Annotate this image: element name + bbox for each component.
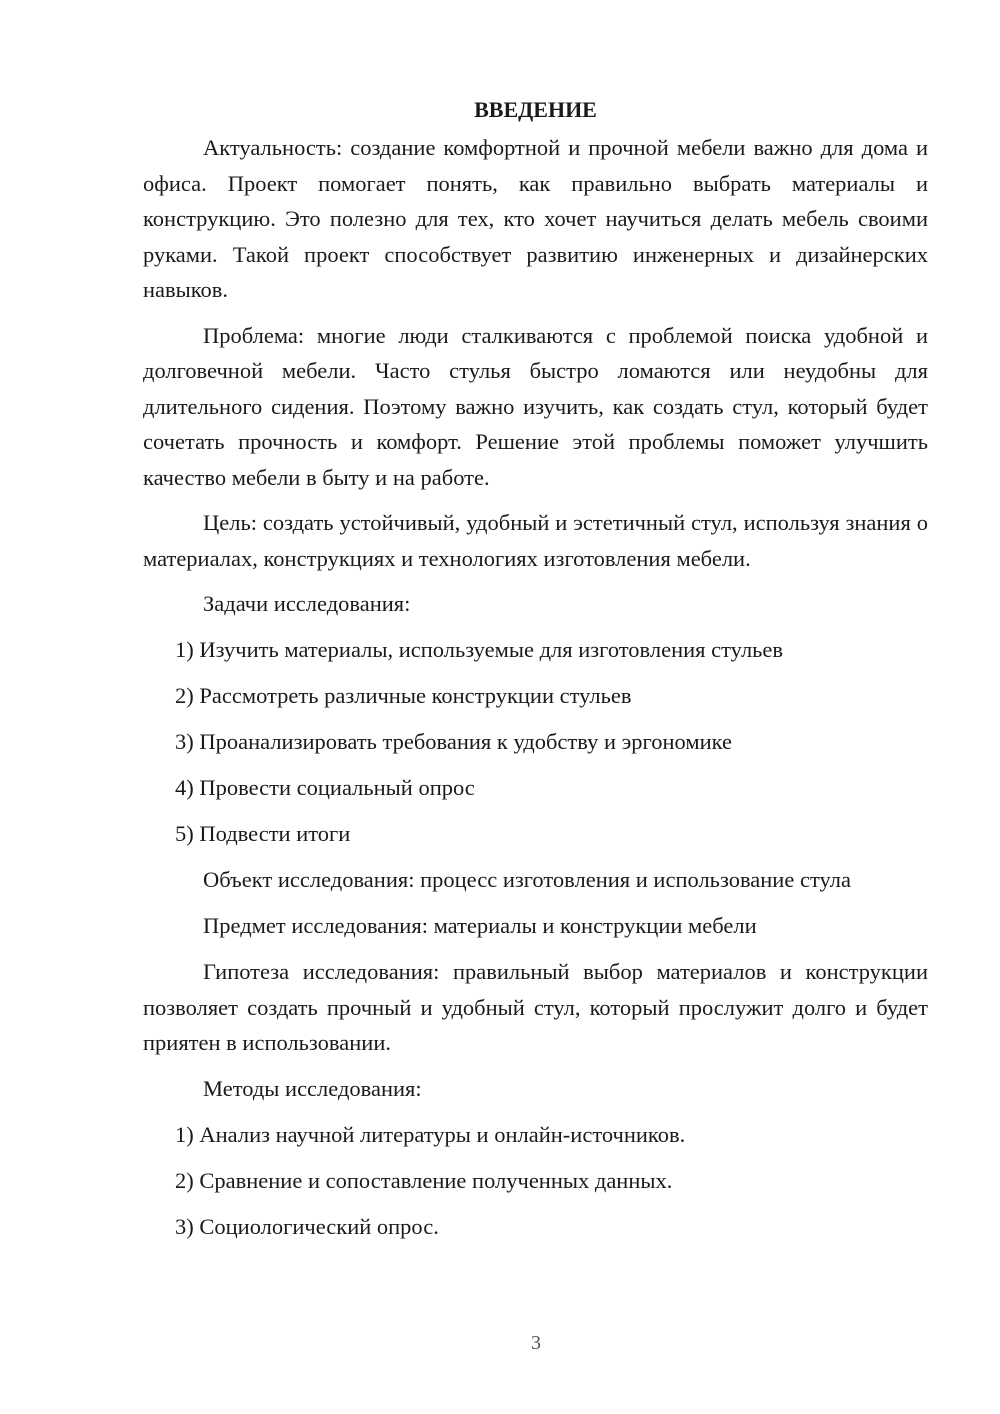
section-title: ВВЕДЕНИЕ [474,97,597,122]
paragraph-hypothesis: Гипотеза исследования: правильный выбор материалов и конструкции позволяет создать прочный и удобный стул, который прослужит долго и будет приятен в использовании. [143,959,928,1055]
method-item-2: 2) Сравнение и сопоставление полученных данных. [175,1167,673,1193]
paragraph-goal: Цель: создать устойчивый, удобный и эстетичный стул, используя знания о материалах, конструкциях и технологиях изготовления мебели. [143,510,928,571]
method-item-1: 1) Анализ научной литературы и онлайн-источников. [175,1121,686,1147]
task-item-2: 2) Рассмотреть различные конструкции стульев [175,683,632,708]
task-item-4: 4) Провести социальный опрос [175,775,475,800]
research-object: Объект исследования: процесс изготовления и использование стула [203,867,851,892]
methods-heading: Методы исследования: [203,1075,422,1101]
task-item-1: 1) Изучить материалы, используемые для изготовления стульев [175,637,784,662]
page-number: 3 [531,1332,541,1354]
task-item-3: 3) Проанализировать требования к удобству и эргономике [175,729,732,754]
research-subject: Предмет исследования: материалы и конструкции мебели [203,913,757,938]
paragraph-problem: Проблема: многие люди сталкиваются с проблемой поиска удобной и долговечной мебели. Часто стулья быстро ломаются или неудобны для длительного сидения. Поэтому важно изучить, как создать стул, который будет сочетать прочность и комфорт. Решение этой проблемы поможет улучшить качество мебели в быту и на работе. [143,322,928,490]
method-item-3: 3) Социологический опрос. [175,1213,439,1239]
tasks-heading: Задачи исследования: [203,591,411,616]
paragraph-relevance: Актуальность: создание комфортной и прочной мебели важно для дома и офиса. Проект помогает понять, как правильно выбрать материалы и конструкцию. Это полезно для тех, кто хочет научиться делать мебель своими руками. Такой проект способствует развитию инженерных и дизайнерских навыков. [143,135,928,302]
task-item-5: 5) Подвести итоги [175,821,351,846]
document-page [143,90,928,1255]
